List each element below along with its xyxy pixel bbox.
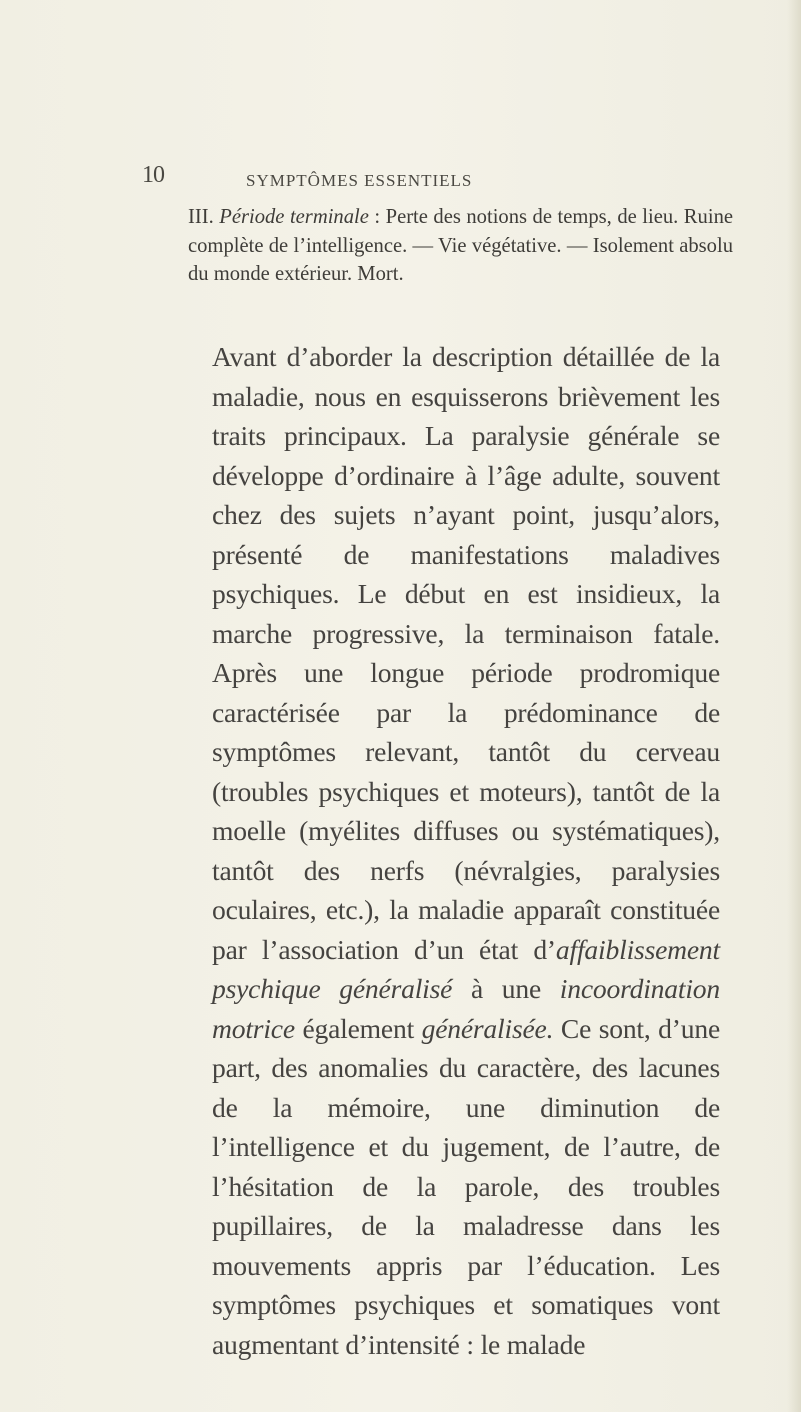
main-paragraph: [212, 337, 720, 1364]
period-summary: [188, 203, 733, 289]
page-header: [0, 160, 801, 200]
italic-term: affaiblissement psychique généralisé: [212, 933, 720, 1004]
summary-label: Période terminale: [219, 206, 369, 228]
summary-number: III.: [188, 206, 214, 228]
paragraph-segment: Avant d’aborder la description détaillée de la maladie, nous en esquisserons brièvement les traits principaux. La paralysie générale se développe d’ordinaire à l’âge adulte, souvent chez des sujets n’ayant point, jusqu’alors, présenté de manifestations maladives psychiques. Le début en est insidieux, la marche progressive, la terminaison fatale. Après une longue période prodromique caractérisée par la prédominance de symptômes relevant, tantôt du cerveau (troubles psychiques et moteurs), tantôt de la moelle (myélites diffuses ou systématiques), tantôt des nerfs (névralgies, paralysies oculaires, etc.), la maladie apparaît constituée par l’association d’un état d’: [212, 341, 720, 965]
running-title: SYMPTÔMES ESSENTIELS: [246, 171, 473, 190]
italic-term: généralisée.: [421, 1012, 554, 1044]
page-edge-shadow: [787, 0, 801, 1412]
italic-term: incoordination motrice: [212, 973, 720, 1044]
paragraph-segment: à une: [452, 973, 560, 1004]
page-number: 10: [142, 162, 164, 188]
paragraph-segment: Ce sont, d’une part, des anomalies du caractère, des lacunes de la mémoire, une diminution de l’intelligence et du jugement, de l’autre, de l’hésitation de la parole, des troubles pupillaires, de la maladresse dans les mouvements appris par l’éducation. Les symptômes psychiques et somatiques vont augmentant d’intensité : le malade: [212, 1012, 720, 1360]
summary-text: : Perte des notions de temps, de lieu. Ruine complète de l’intelligence. — Vie végétative. — Isolement absolu du monde extérieur. Mort.: [188, 206, 734, 285]
paragraph-segment: également: [294, 1012, 422, 1044]
